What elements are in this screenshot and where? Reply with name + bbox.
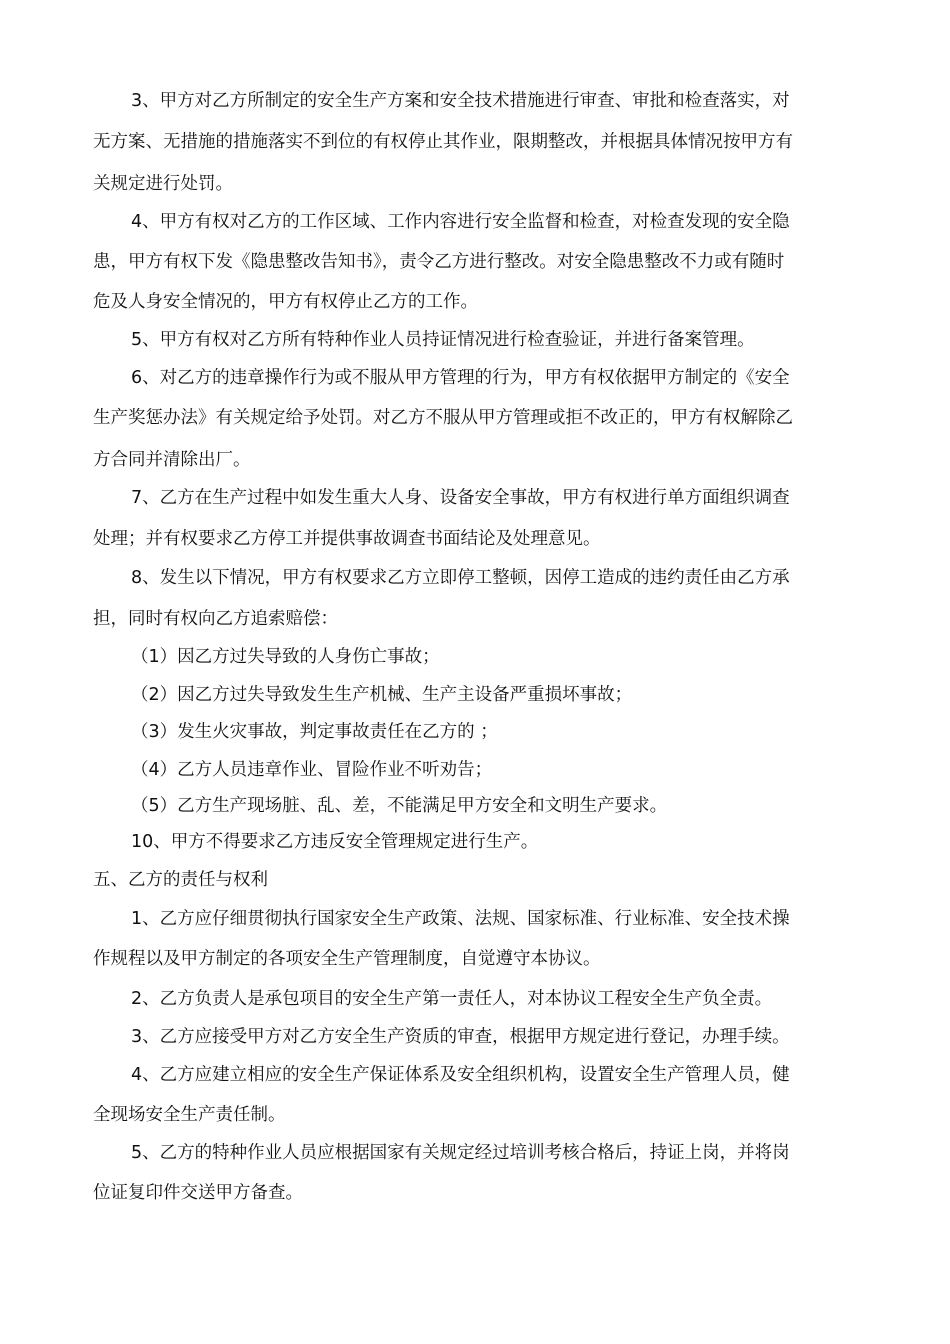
paragraph-line: 生产奖惩办法》有关规定给予处罚。对乙方不服从甲方管理或拒不改正的，甲方有权解除乙 bbox=[93, 408, 793, 428]
paragraph-line: 全现场安全生产责任制。 bbox=[93, 1105, 286, 1125]
paragraph-line: 10、甲方不得要求乙方违反安全管理规定进行生产。 bbox=[131, 832, 539, 852]
paragraph-line: 3、甲方对乙方所制定的安全生产方案和安全技术措施进行审查、审批和检查落实，对 bbox=[131, 91, 790, 111]
list-item: （1）因乙方过失导致的人身伤亡事故； bbox=[131, 647, 440, 667]
paragraph-line: 5、乙方的特种作业人员应根据国家有关规定经过培训考核合格后，持证上岗，并将岗 bbox=[131, 1143, 790, 1163]
paragraph-line: 担，同时有权向乙方追索赔偿： bbox=[93, 609, 338, 629]
paragraph-line: 7、乙方在生产过程中如发生重大人身、设备安全事故，甲方有权进行单方面组织调查 bbox=[131, 488, 790, 508]
section-heading: 五、乙方的责任与权利 bbox=[93, 870, 268, 890]
paragraph-line: 3、乙方应接受甲方对乙方安全生产资质的审查，根据甲方规定进行登记，办理手续。 bbox=[131, 1027, 790, 1047]
paragraph-line: 8、发生以下情况，甲方有权要求乙方立即停工整顿，因停工造成的违约责任由乙方承 bbox=[131, 568, 790, 588]
paragraph-line: 危及人身安全情况的，甲方有权停止乙方的工作。 bbox=[93, 292, 478, 312]
paragraph-line: 位证复印件交送甲方备查。 bbox=[93, 1183, 303, 1203]
paragraph-line: 4、甲方有权对乙方的工作区域、工作内容进行安全监督和检查，对检查发现的安全隐 bbox=[131, 212, 790, 232]
paragraph-line: 5、甲方有权对乙方所有特种作业人员持证情况进行检查验证，并进行备案管理。 bbox=[131, 330, 755, 350]
paragraph-line: 作规程以及甲方制定的各项安全生产管理制度，自觉遵守本协议。 bbox=[93, 949, 601, 969]
paragraph-line: 1、乙方应仔细贯彻执行国家安全生产政策、法规、国家标准、行业标准、安全技术操 bbox=[131, 909, 790, 929]
list-item: （3）发生火灾事故，判定事故责任在乙方的 ； bbox=[131, 722, 498, 742]
paragraph-line: 关规定进行处罚。 bbox=[93, 174, 233, 194]
paragraph-line: 处理；并有权要求乙方停工并提供事故调查书面结论及处理意见。 bbox=[93, 529, 601, 549]
list-item: （4）乙方人员违章作业、冒险作业不听劝告； bbox=[131, 760, 493, 780]
list-item: （5）乙方生产现场脏、乱、差，不能满足甲方安全和文明生产要求。 bbox=[131, 796, 668, 816]
paragraph-line: 4、乙方应建立相应的安全生产保证体系及安全组织机构，设置安全生产管理人员，健 bbox=[131, 1065, 790, 1085]
paragraph-line: 2、乙方负责人是承包项目的安全生产第一责任人，对本协议工程安全生产负全责。 bbox=[131, 989, 773, 1009]
list-item: （2）因乙方过失导致发生生产机械、生产主设备严重损坏事故； bbox=[131, 685, 633, 705]
paragraph-line: 无方案、无措施的措施落实不到位的有权停止其作业，限期整改，并根据具体情况按甲方有 bbox=[93, 132, 793, 152]
paragraph-line: 方合同并清除出厂。 bbox=[93, 450, 251, 470]
paragraph-line: 患，甲方有权下发《隐患整改告知书》，责令乙方进行整改。对安全隐患整改不力或有随时 bbox=[93, 252, 785, 272]
paragraph-line: 6、对乙方的违章操作行为或不服从甲方管理的行为，甲方有权依据甲方制定的《安全 bbox=[131, 368, 790, 388]
